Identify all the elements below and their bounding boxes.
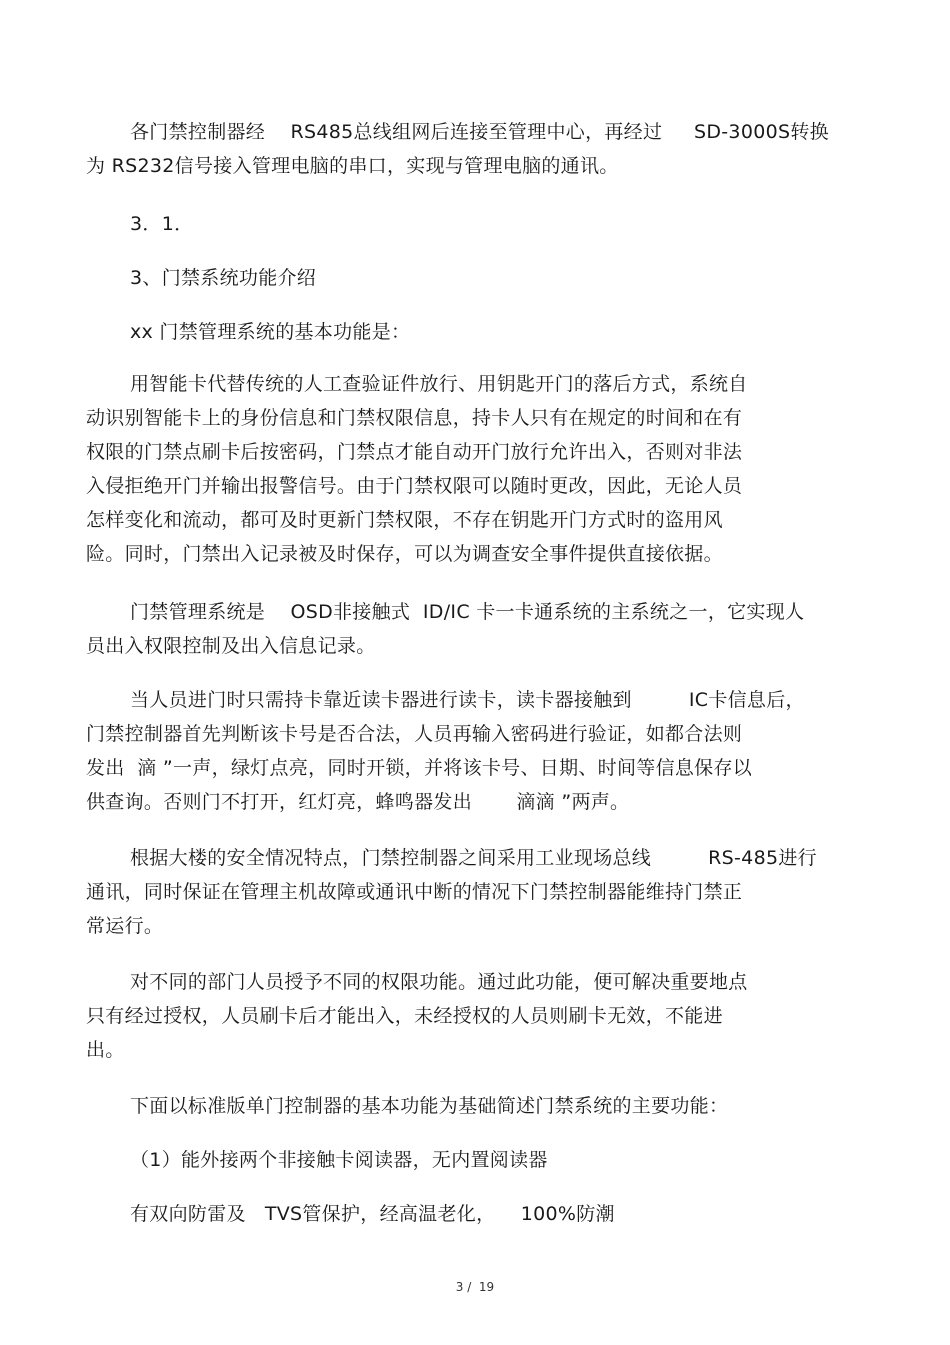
- paragraph-line: 为 RS232信号接入管理电脑的串口，实现与管理电脑的通讯。: [86, 155, 619, 177]
- paragraph-line: 险。同时，门禁出入记录被及时保存，可以为调查安全事件提供直接依据。: [86, 543, 723, 565]
- paragraph-line: 根据大楼的安全情况特点，门禁控制器之间采用工业现场总线 RS-485进行: [130, 847, 817, 869]
- paragraph-line: 下面以标准版单门控制器的基本功能为基础简述门禁系统的主要功能：: [130, 1095, 729, 1117]
- paragraph-line: 常运行。: [86, 915, 164, 937]
- paragraph-line: 通讯，同时保证在管理主机故障或通讯中断的情况下门禁控制器能维持门禁正: [86, 881, 743, 903]
- paragraph-line: 各门禁控制器经 RS485总线组网后连接至管理中心，再经过 SD-3000S转换: [130, 121, 829, 143]
- paragraph-line: 供查询。否则门不打开，红灯亮，蜂鸣器发出 滴滴 ”两声。: [86, 791, 630, 813]
- paragraph-line: 有双向防雷及 TVS管保护，经高温老化， 100%防潮: [130, 1203, 615, 1225]
- paragraph-line: 入侵拒绝开门并输出报警信号。由于门禁权限可以随时更改，因此，无论人员: [86, 475, 743, 497]
- section-heading: 3、门禁系统功能介绍: [130, 267, 317, 289]
- paragraph-line: 只有经过授权，人员刷卡后才能出入，未经授权的人员则刷卡无效，不能进: [86, 1005, 723, 1027]
- paragraph-line: 对不同的部门人员授予不同的权限功能。通过此功能，便可解决重要地点: [130, 971, 748, 993]
- paragraph-line: 出。: [86, 1039, 125, 1061]
- paragraph-line: 当人员进门时只需持卡靠近读卡器进行读卡，读卡器接触到 IC卡信息后，: [130, 689, 805, 711]
- page-number: 3 / 19: [455, 1280, 495, 1294]
- paragraph-line: 发出 滴 ”一声，绿灯点亮，同时开锁，并将该卡号、日期、时间等信息保存以: [86, 757, 753, 779]
- paragraph-line: xx 门禁管理系统的基本功能是：: [130, 321, 411, 343]
- section-number: 3．1．: [130, 213, 194, 235]
- paragraph-line: 门禁管理系统是 OSD非接触式 ID/IC 卡一卡通系统的主系统之一，它实现人: [130, 601, 805, 623]
- paragraph-line: 动识别智能卡上的身份信息和门禁权限信息，持卡人只有在规定的时间和在有: [86, 407, 743, 429]
- paragraph-line: 用智能卡代替传统的人工查验证件放行、用钥匙开门的落后方式，系统自: [130, 373, 748, 395]
- paragraph-line: 怎样变化和流动，都可及时更新门禁权限，不存在钥匙开门方式时的盗用风: [86, 509, 723, 531]
- paragraph-line: 权限的门禁点刷卡后按密码，门禁点才能自动开门放行允许出入，否则对非法: [86, 441, 743, 463]
- paragraph-line: 门禁控制器首先判断该卡号是否合法，人员再输入密码进行验证，如都合法则: [86, 723, 743, 745]
- list-item: （1）能外接两个非接触卡阅读器，无内置阅读器: [130, 1149, 548, 1171]
- paragraph-line: 员出入权限控制及出入信息记录。: [86, 635, 376, 657]
